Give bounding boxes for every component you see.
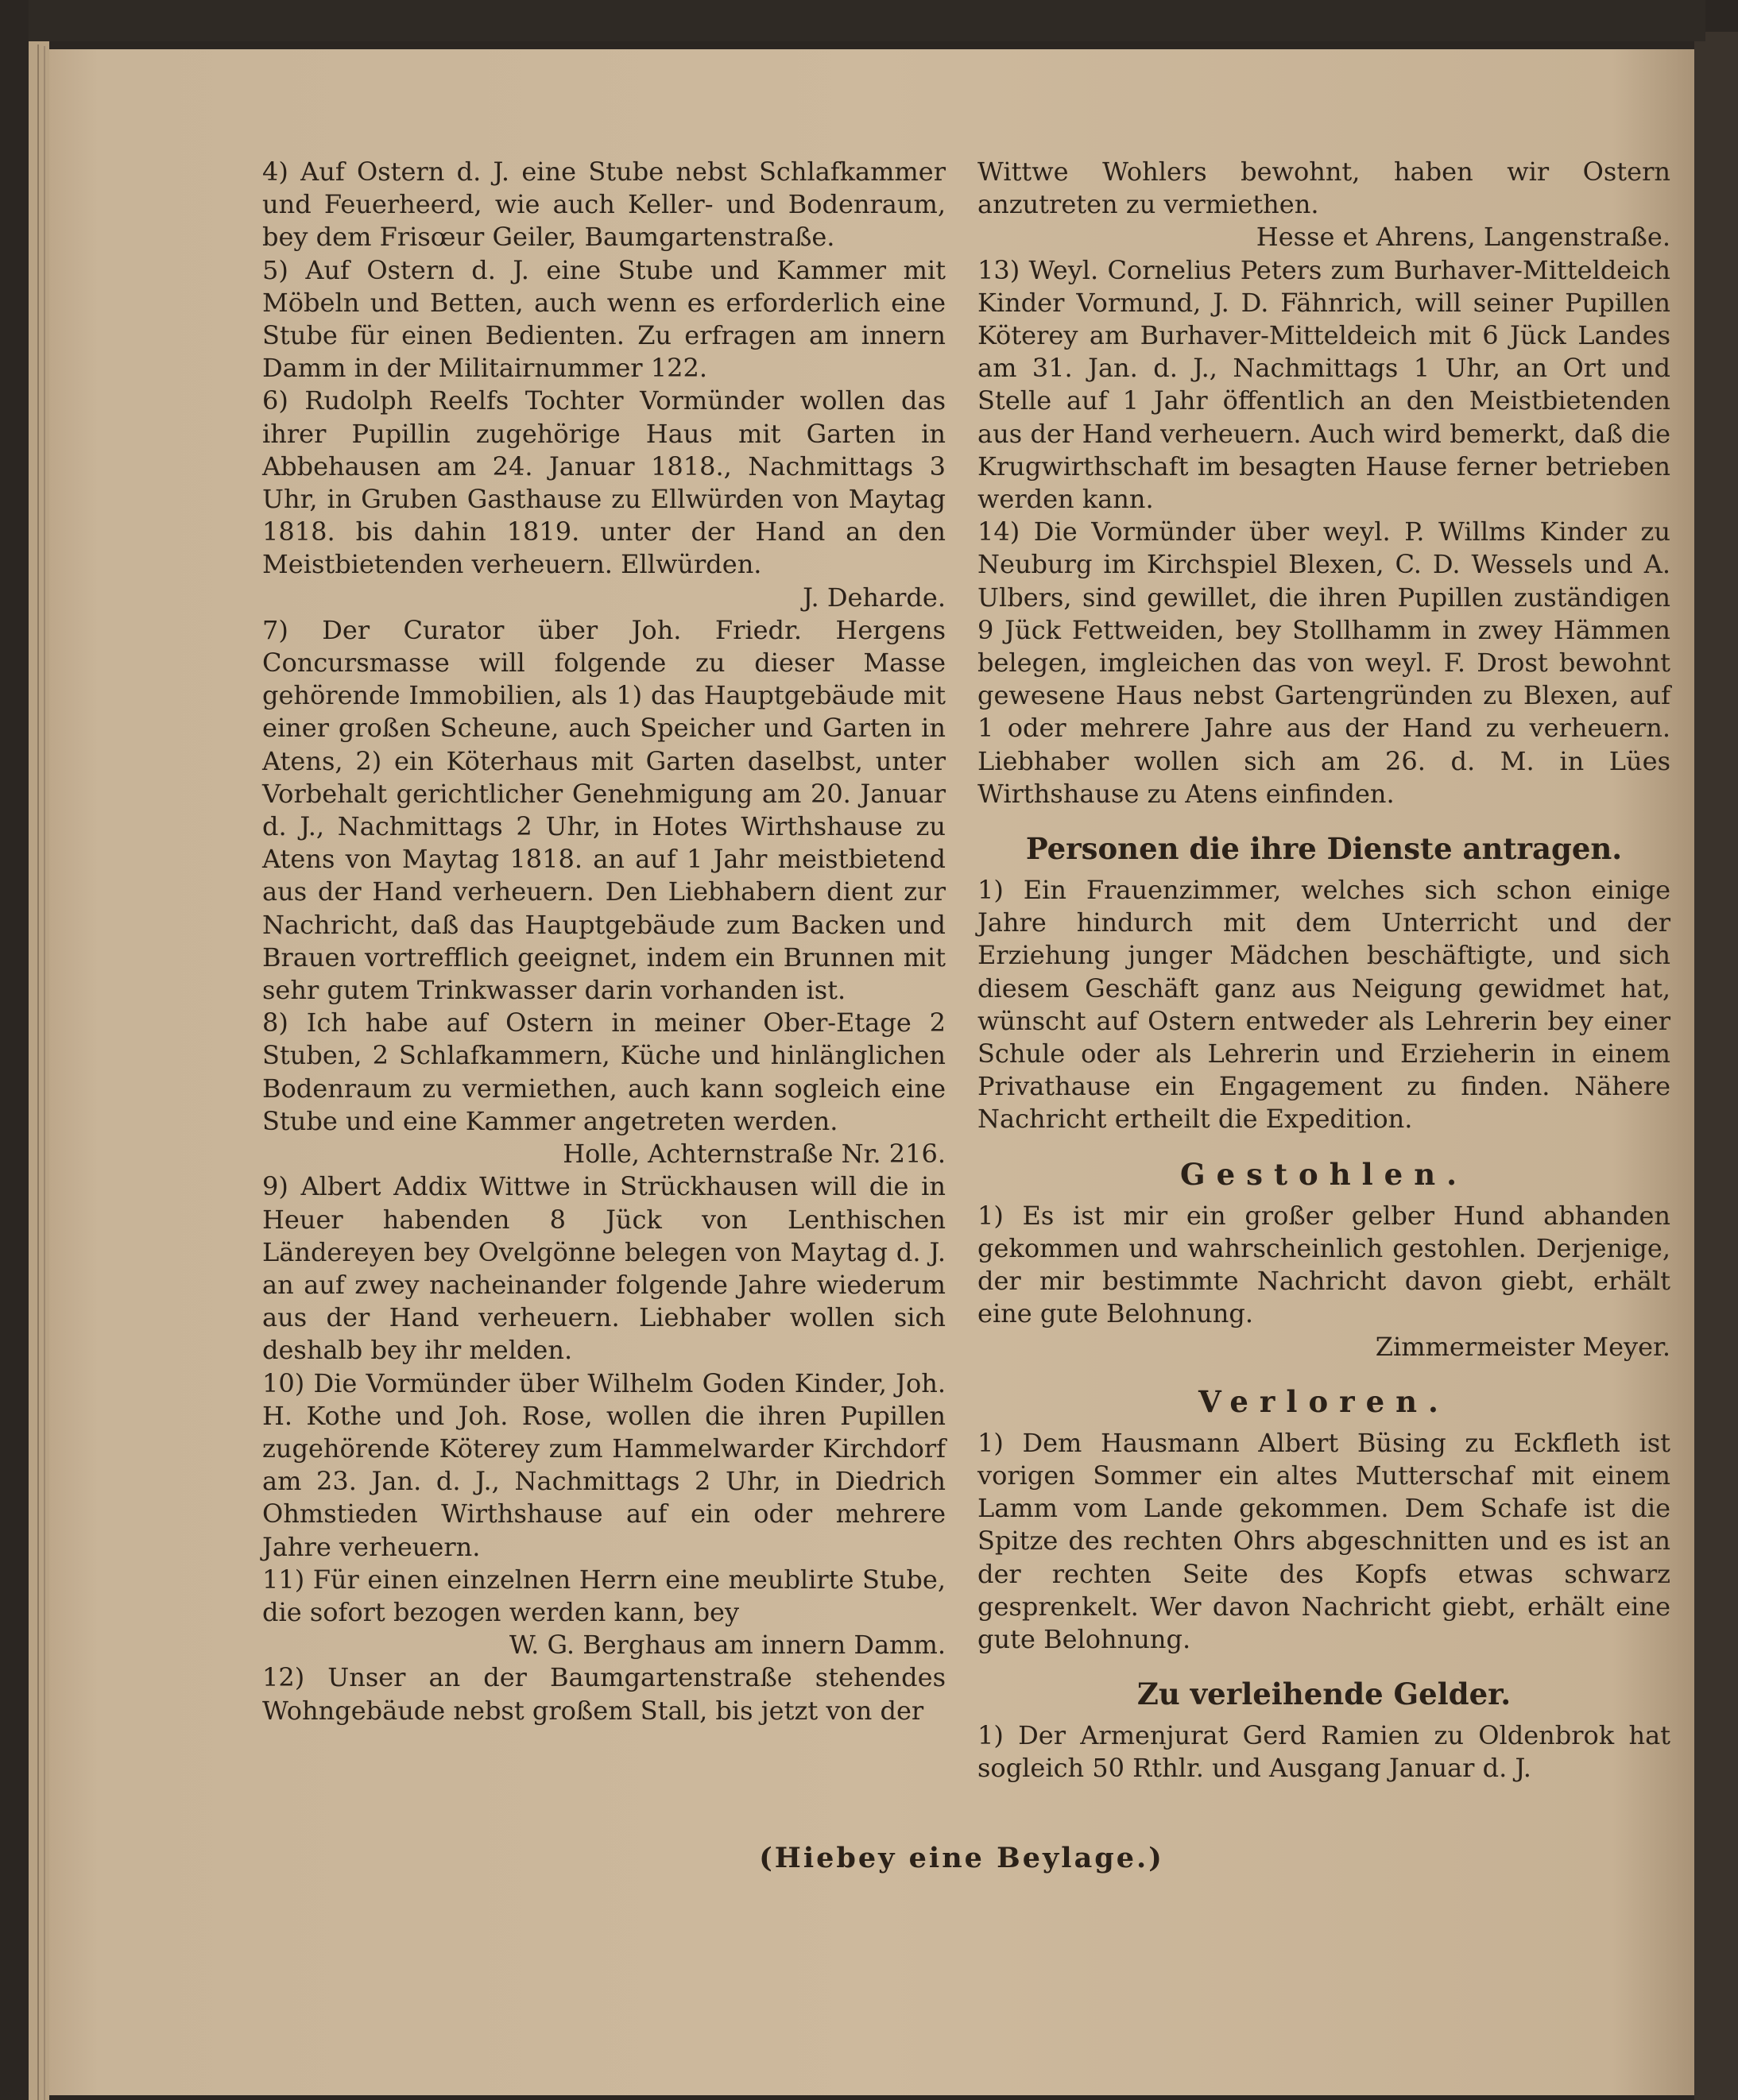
page-shadow-top — [29, 0, 1705, 41]
section-heading-gelder: Zu verleihende Gelder. — [1136, 1677, 1512, 1712]
ad-11-signature: W. G. Berghaus am innern Damm. — [509, 1630, 946, 1661]
ad-12-continued: Wittwe Wohlers bewohnt, haben wir Ostern anzutreten zu vermiethen. — [977, 157, 1670, 220]
ad-9: 9) Albert Addix Wittwe in Strückhausen will die in Heuer habenden 8 Jück von Lenthischen Ländereyen bey Ovelgönne belegen von Maytag d. J. an auf zwey nacheinander folgende Jahre wiederum aus der Hand verheuern. Liebhaber wollen sich deshalb bey ihr melden. — [262, 1171, 946, 1366]
ad-11: 11) Für einen einzelnen Herrn eine meublirte Stube, die sofort bezogen werden kann, bey — [262, 1564, 946, 1627]
ad-13: 13) Weyl. Cornelius Peters zum Burhaver-Mitteldeich Kinder Vormund, J. D. Fähnrich, will seiner Pupillen Köterey am Burhaver-Mitteldeich mit 6 Jück Landes am 31. Jan. d. J., Nachmittags 1 Uhr, an Ort und Stelle auf 1 Jahr öffentlich an den Meistbietenden aus der Hand verheuern. Auch wird bemerkt, daß die Krugwirthschaft im besagten Hause ferner betrieben werden kann. — [977, 254, 1670, 515]
ad-14: 14) Die Vormünder über weyl. P. Willms Kinder zu Neuburg im Kirchspiel Blexen, C. D. Wessels und A. Ulbers, sind gewillet, die ihren Pupillen zuständigen 9 Jück Fettweiden, bey Stollhamm in zwey Hämmen belegen, imgleichen das von weyl. F. Drost bewohnt gewesene Haus nebst Gartengründen zu Blexen, auf 1 oder mehrere Jahre aus der Hand zu verheuern. Liebhaber wollen sich am 26. d. M. in Lües Wirthshause zu Atens einfinden. — [977, 516, 1670, 809]
verloren-ad-1: 1) Dem Hausmann Albert Büsing zu Eckfleth ist vorigen Sommer ein altes Mutterschaf mit einem Lamm vom Lande gekommen. Dem Schafe ist die Spitze des rechten Ohrs abgeschnitten und es ist an der rechten Seite des Kopfs etwas schwarz gesprenkelt. Wer davon Nachricht giebt, erhält eine gute Belohnung. — [977, 1427, 1670, 1654]
dienste-ad-1: 1) Ein Frauenzimmer, welches sich schon einige Jahre hindurch mit dem Unterricht und der Erziehung junger Mädchen beschäftigte, und sich diesem Geschäft ganz aus Neigung gewidmet hat, wünscht auf Ostern entweder als Lehrerin bey einer Schule oder als Lehrerin und Erzieherin in einem Privathause ein Engagement zu finden. Nähere Nachricht ertheilt die Expedition. — [977, 875, 1670, 1135]
supplement-note: (Hiebey eine Beylage.) — [759, 1842, 1164, 1874]
gestohlen-ad-1: 1) Es ist mir ein großer gelber Hund abhanden gekommen und wahrscheinlich gestohlen. Derjenige, der mir bestimmte Nachricht davon giebt, erhält eine gute Belohnung. — [977, 1200, 1670, 1329]
ad-8-signature: Holle, Achternstraße Nr. 216. — [563, 1139, 946, 1170]
right-column — [977, 156, 1670, 1785]
section-heading-verloren: Verloren. — [1198, 1383, 1450, 1419]
ad-12-signature: Hesse et Ahrens, Langenstraße. — [1256, 222, 1670, 253]
ad-8: 8) Ich habe auf Ostern in meiner Ober-Etage 2 Stuben, 2 Schlafkammern, Küche und hinlänglichen Bodenraum zu vermiethen, auch kann sogleich eine Stube und eine Kammer angetreten werden. — [262, 1007, 946, 1136]
ad-4: 4) Auf Ostern d. J. eine Stube nebst Schlafkammer und Feuerheerd, wie auch Keller- und Bodenraum, bey dem Frisœur Geiler, Baumgartenstraße. — [262, 157, 946, 253]
left-column — [262, 156, 946, 1727]
gestohlen-ad-1-signature: Zimmermeister Meyer. — [1375, 1331, 1670, 1362]
ad-5: 5) Auf Ostern d. J. eine Stube und Kammer mit Möbeln und Betten, auch wenn es erforderlich eine Stube für einen Bedienten. Zu erfragen am innern Damm in der Militairnummer 122. — [262, 254, 946, 384]
ad-6: 6) Rudolph Reelfs Tochter Vormünder wollen das ihrer Pupillin zugehörige Haus mit Garten in Abbehausen am 24. Januar 1818., Nachmittags 3 Uhr, in Gruben Gasthause zu Ellwürden von Maytag 1818. bis dahin 1819. unter der Hand an den Meistbietenden verheuern. Ellwürden. — [262, 385, 946, 580]
ad-12: 12) Unser an der Baumgartenstraße stehendes Wohngebäude nebst großem Stall, bis jetzt von der — [262, 1662, 946, 1726]
ad-7: 7) Der Curator über Joh. Friedr. Hergens Concursmasse will folgende zu dieser Masse gehörende Immobilien, als 1) das Hauptgebäude mit einer großen Scheune, auch Speicher und Garten in Atens, 2) ein Köterhaus mit Garten daselbst, unter Vorbehalt gerichtlicher Genehmigung am 20. Januar d. J., Nachmittags 2 Uhr, in Hotes Wirthshause zu Atens von Maytag 1818. an auf 1 Jahr meistbietend aus der Hand verheuern. Den Liebhabern dient zur Nachricht, daß das Hauptgebäude zum Backen und Brauen vortrefflich geeignet, indem ein Brunnen mit sehr gutem Trinkwasser darin vorhanden ist. — [262, 614, 946, 1006]
ad-10: 10) Die Vormünder über Wilhelm Goden Kinder, Joh. H. Kothe und Joh. Rose, wollen die ihren Pupillen zugehörende Köterey zum Hammelwarder Kirchdorf am 23. Jan. d. J., Nachmittags 2 Uhr, in Diedrich Ohmstieden Wirthshause auf ein oder mehrere Jahre verheuern. — [262, 1367, 946, 1562]
gelder-ad-1: 1) Der Armenjurat Gerd Ramien zu Oldenbrok hat sogleich 50 Rthlr. und Ausgang Januar d. J. — [977, 1720, 1670, 1784]
section-heading-gestohlen: Gestohlen. — [1179, 1156, 1469, 1192]
page-shadow-right — [1694, 32, 1738, 2100]
ad-6-signature: J. Deharde. — [803, 582, 946, 613]
section-heading-dienste: Personen die ihre Dienste antragen. — [1025, 831, 1623, 867]
